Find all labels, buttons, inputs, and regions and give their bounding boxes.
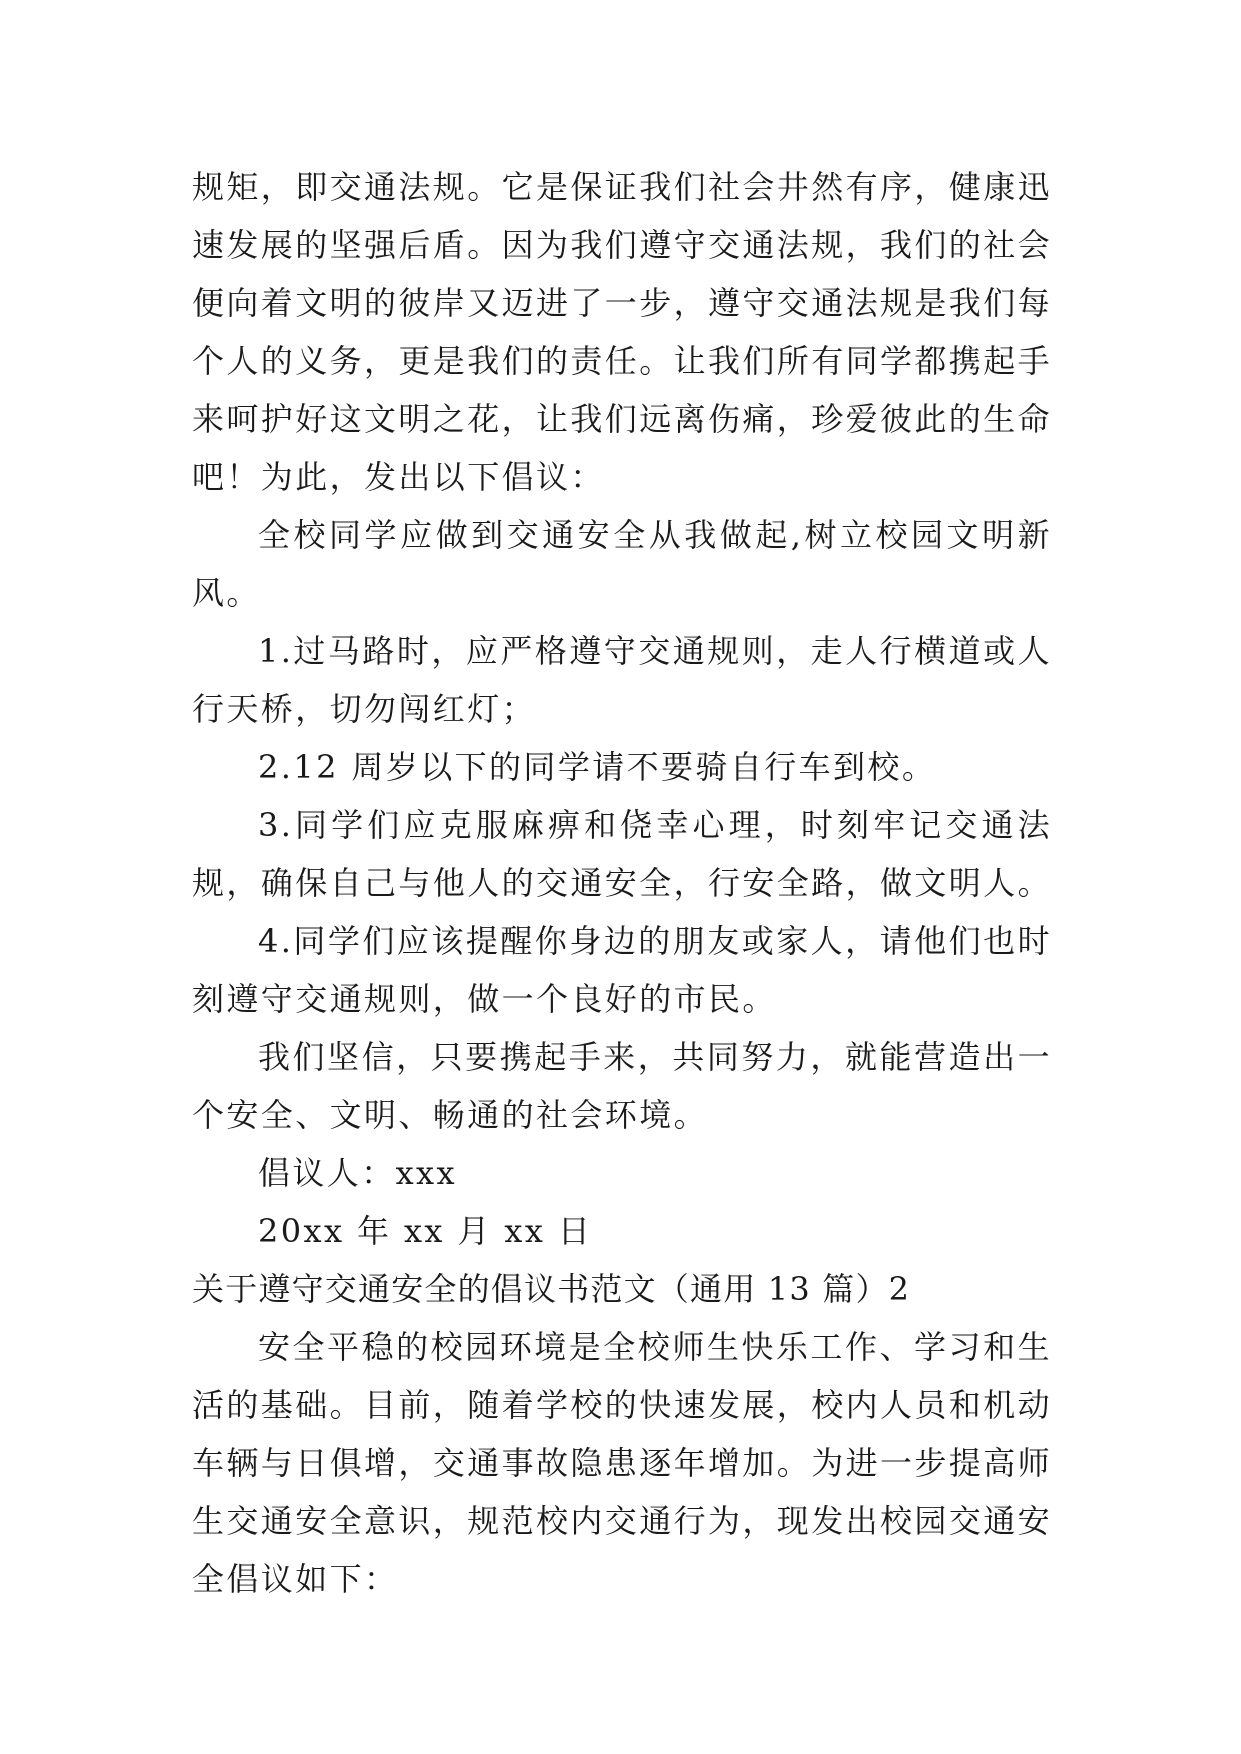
list-item-2: 2.12 周岁以下的同学请不要骑自行车到校。 — [258, 748, 937, 786]
list-item-1: 1.过马路时，应严格遵守交通规则，走人行横道或人行天桥，切勿闯红灯； — [192, 632, 1052, 728]
signature-date: 20xx 年 xx 月 xx 日 — [258, 1212, 593, 1250]
signature-proposer: 倡议人：xxx — [258, 1154, 457, 1192]
paragraph-intro: 规矩，即交通法规。它是保证我们社会井然有序，健康迅速发展的坚强后盾。因为我们遵守交通法规，我们的社会便向着文明的彼岸又迈进了一步，遵守交通法规是我们每个人的义务，更是我们的责任。让我们所有同学都携起手来呵护好这文明之花，让我们远离伤痛，珍爱彼此的生命吧！为此，发出以下倡议： — [192, 168, 1053, 496]
section-title: 关于遵守交通安全的倡议书范文（通用 13 篇）2 — [192, 1270, 911, 1308]
document-body — [192, 158, 1052, 1608]
list-item-3: 3.同学们应克服麻痹和侥幸心理，时刻牢记交通法规，确保自己与他人的交通安全，行安全路，做文明人。 — [192, 806, 1053, 902]
paragraph-conclusion: 我们坚信，只要携起手来，共同努力，就能营造出一个安全、文明、畅通的社会环境。 — [192, 1038, 1052, 1134]
paragraph-call: 全校同学应做到交通安全从我做起,树立校园文明新风。 — [192, 516, 1052, 612]
list-item-4: 4.同学们应该提醒你身边的朋友或家人，请他们也时刻遵守交通规则，做一个良好的市民。 — [192, 922, 1052, 1018]
section-paragraph: 安全平稳的校园环境是全校师生快乐工作、学习和生活的基础。目前，随着学校的快速发展，校内人员和机动车辆与日俱增，交通事故隐患逐年增加。为进一步提高师生交通安全意识，规范校内交通行为，现发出校园交通安全倡议如下： — [192, 1328, 1053, 1598]
